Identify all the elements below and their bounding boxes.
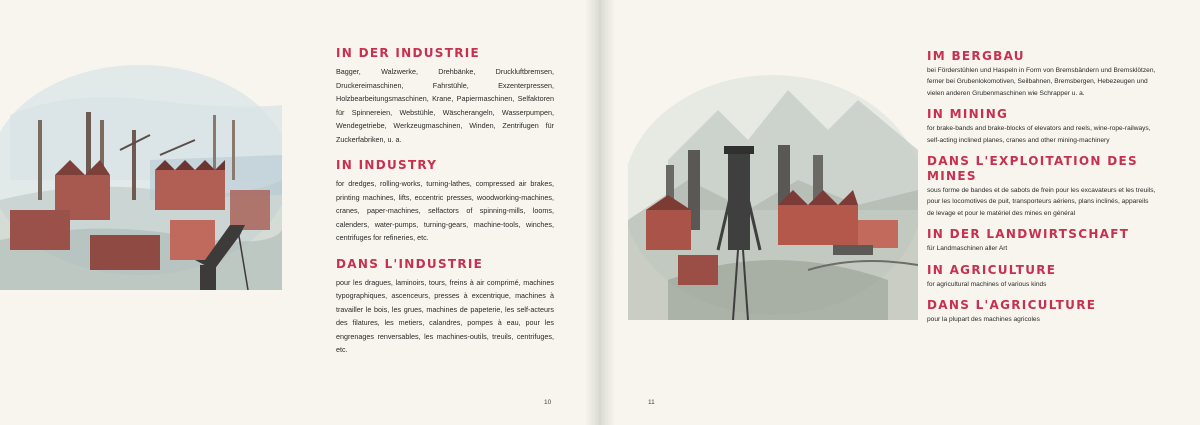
- section-heading: DANS L'EXPLOITATION DES MINES: [927, 154, 1138, 184]
- section-body: for agricultural machines of various kinds: [927, 280, 1047, 288]
- industrial-scene-illustration: [0, 60, 282, 290]
- right-page: [600, 0, 1200, 425]
- section-heading: IN AGRICULTURE: [927, 262, 1057, 277]
- section-body: Bagger, Walzwerke, Drehbänke, Druckluftbremsen, Druckereimaschinen, Fahrstühle, Exzenterpressen, Holzbearbeitungsmaschinen, Krane, Papiermaschinen, Selfaktoren für Spinnereien, Webstühle, Wäscherangeln, Wasserpumpen, Wendegetriebe, Werkzeugmaschinen, Winden, Zentrifugen für Zuckerfabriken, u. a.: [336, 67, 554, 144]
- section-heading: IN DER LANDWIRTSCHAFT: [927, 227, 1130, 242]
- book-gutter-shadow: [585, 0, 615, 425]
- section-heading: IN INDUSTRY: [336, 158, 438, 172]
- section-heading: DANS L'INDUSTRIE: [336, 256, 484, 271]
- mining-scene-illustration: [628, 70, 918, 320]
- section-heading: DANS L'AGRICULTURE: [927, 298, 1097, 313]
- section-body: für Landmaschinen aller Art: [927, 245, 1008, 253]
- section-heading: IM BERGBAU: [927, 49, 1025, 63]
- section-heading: IN DER INDUSTRIE: [336, 46, 481, 60]
- page-number: 10: [544, 399, 552, 406]
- section-body: sous forme de bandes et de sabots de frein pour les excavateurs et les treuils, pour les locomotives de puit, transporteurs aériens, plans inclinés, appareils de levage et pour le matériel des mines en général: [927, 187, 1156, 217]
- section-heading: IN MINING: [927, 107, 1009, 122]
- section-body: bei Förderstühlen und Haspeln in Form von Bremsbändern und Bremsklötzen, ferner bei Grubenlokomotiven, Seilbahnen, Bremsbergen, Hebezeugen und vielen anderen Grubenmaschinen wie Schrapper u. a.: [927, 67, 1156, 97]
- page-number: 11: [648, 399, 655, 406]
- section-body: for dredges, rolling-works, turning-lathes, compressed air brakes, printing machines, lifts, eccentric presses, woodworking-machines, cranes, paper-machines, selfactors of spinning-mills, looms, calenders, water-pumps, turning-gears, machine-tools, winches, centrifuges for refineries, etc.: [336, 179, 554, 242]
- left-text-column: [336, 46, 554, 369]
- section-body: pour la plupart des machines agricoles: [927, 316, 1040, 324]
- section-body: pour les dragues, laminoirs, tours, freins à air comprimé, machines typographiques, ascenceurs, presses à excentrique, machines à travailler le bois, les grues, machines de papeterie, les self-acteurs des filatures, les metiers, calandres, pompes à eau, pour les engrenages renversables, les machines-outils, treuils, centrifuges, etc.: [336, 277, 554, 354]
- right-text-column: [927, 49, 1157, 333]
- section-body: for brake-bands and brake-blocks of elevators and reels, wine-rope-railways, self-acting inclined planes, cranes and other mining-machinery: [927, 125, 1151, 144]
